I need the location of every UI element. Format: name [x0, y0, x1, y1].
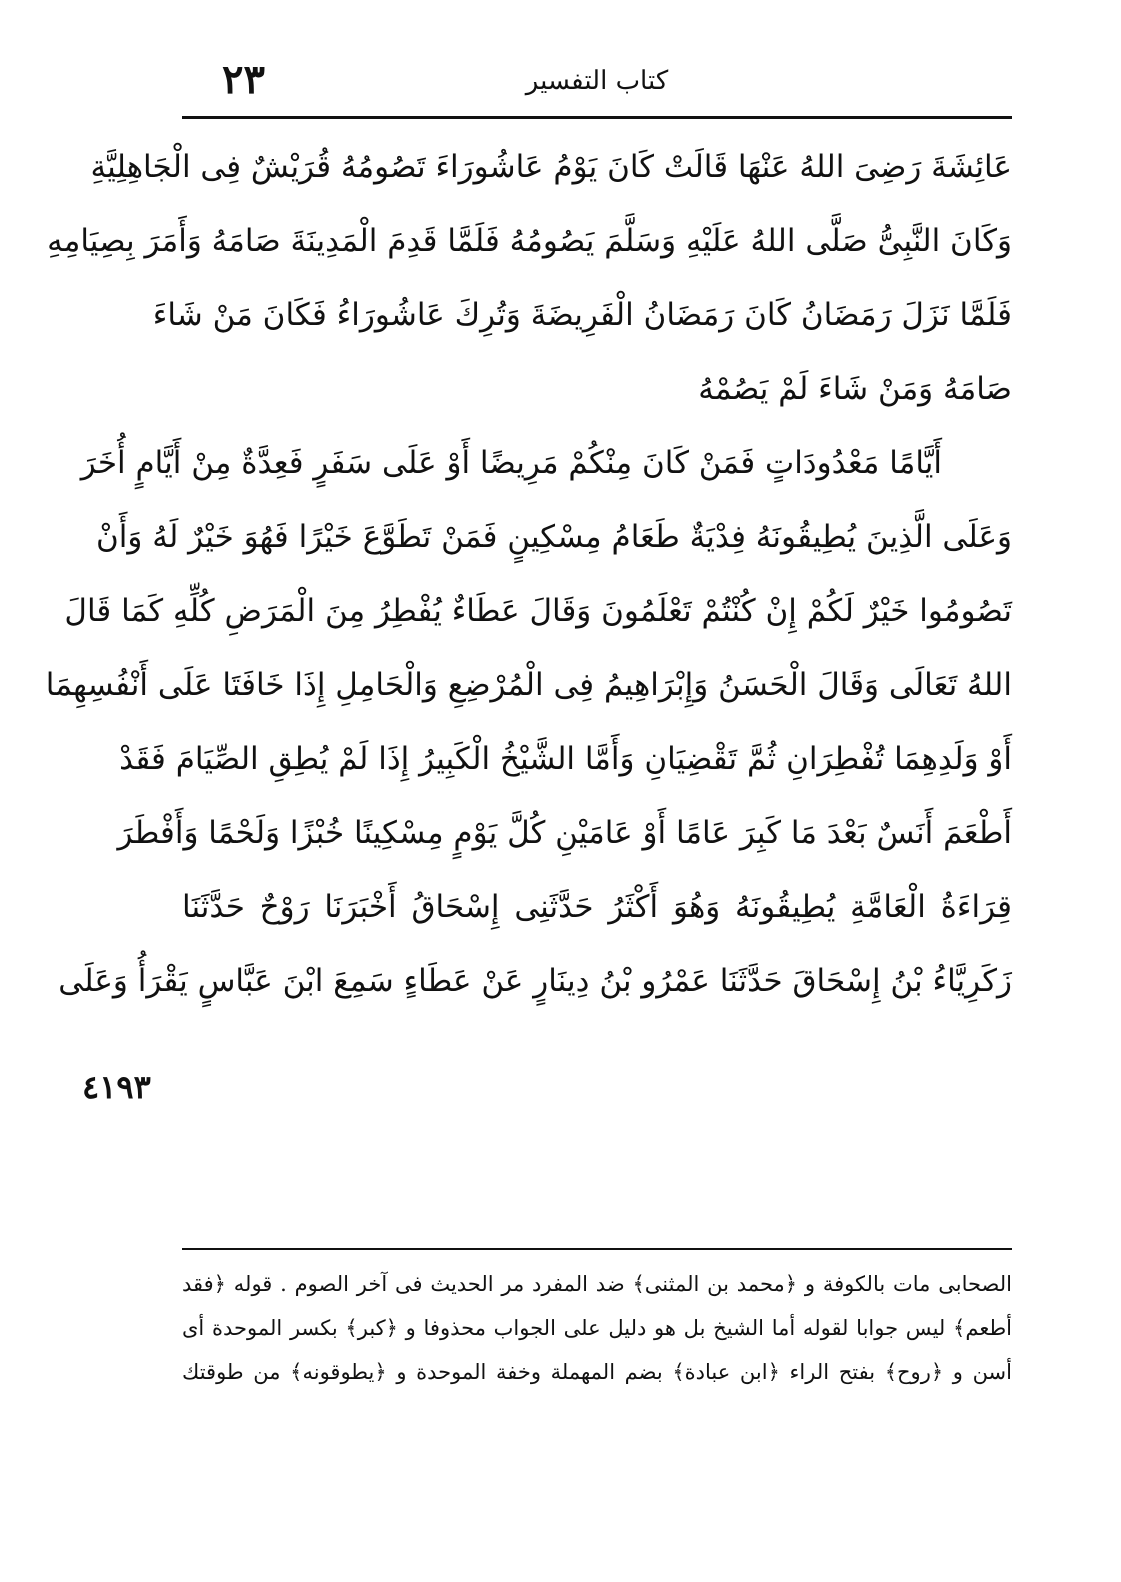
footnote-line: أسن و ﴿روح﴾ بفتح الراء ﴿ابن عبادة﴾ بضم المهملة وخفة الموحدة و ﴿يطوقونه﴾ من طوقتك [182, 1360, 1012, 1384]
text-line: تَصُومُوا خَيْرٌ لَكُمْ إِنْ كُنْتُمْ تَعْلَمُونَ وَقَالَ عَطَاءٌ يُفْطِرُ مِنَ الْمَرَضِ كُلِّهِ كَمَا قَالَ [64, 593, 1012, 629]
text-line: قِرَاءَةُ الْعَامَّةِ يُطِيقُونَهُ وَهُوَ أَكْثَرُ حَدَّثَنِى إِسْحَاقُ أَخْبَرَنَا رَوْحٌ حَدَّثَنَا [182, 889, 1012, 925]
text-line: أَوْ وَلَدِهِمَا تُفْطِرَانِ ثُمَّ تَقْضِيَانِ وَأَمَّا الشَّيْخُ الْكَبِيرُ إِذَا لَمْ يُطِقِ الصِّيَامَ فَقَدْ [119, 741, 1012, 777]
text-line: وَعَلَى الَّذِينَ يُطِيقُونَهُ فِدْيَةٌ طَعَامُ مِسْكِينٍ فَمَنْ تَطَوَّعَ خَيْرًا فَهُوَ خَيْرٌ لَهُ وَأَنْ [96, 519, 1012, 555]
text-line: أَطْعَمَ أَنَسٌ بَعْدَ مَا كَبِرَ عَامًا أَوْ عَامَيْنِ كُلَّ يَوْمٍ مِسْكِينًا خُبْزًا وَلَحْمًا وَأَفْطَرَ [117, 815, 1012, 851]
running-title: كتاب التفسير [525, 66, 669, 96]
footnote-line: الصحابى مات بالكوفة و ﴿محمد بن المثنى﴾ ضد المفرد مر الحديث فى آخر الصوم . قوله ﴿فقد [182, 1272, 1012, 1296]
text-line: اللهُ تَعَالَى وَقَالَ الْحَسَنُ وَإِبْرَاهِيمُ فِى الْمُرْضِعِ وَالْحَامِلِ إِذَا خَافَتَا عَلَى أَنْفُسِهِمَا [45, 667, 1012, 703]
text-line: أَيَّامًا مَعْدُودَاتٍ فَمَنْ كَانَ مِنْكُمْ مَرِيضًا أَوْ عَلَى سَفَرٍ فَعِدَّةٌ مِنْ أَيَّامٍ أُخَرَ [80, 445, 942, 481]
hadith-number: ٤١٩٣ [82, 1068, 151, 1106]
page-number: ٢٣ [222, 56, 265, 103]
text-line: فَلَمَّا نَزَلَ رَمَضَانُ كَانَ رَمَضَانُ الْفَرِيضَةَ وَتُرِكَ عَاشُورَاءُ فَكَانَ مَنْ شَاءَ [152, 297, 1012, 333]
text-line: عَائِشَةَ رَضِىَ اللهُ عَنْهَا قَالَتْ كَانَ يَوْمُ عَاشُورَاءَ تَصُومُهُ قُرَيْشٌ فِى الْجَاهِلِيَّةِ [90, 149, 1012, 185]
text-line: وَكَانَ النَّبِىُّ صَلَّى اللهُ عَلَيْهِ وَسَلَّمَ يَصُومُهُ فَلَمَّا قَدِمَ الْمَدِينَةَ صَامَهُ وَأَمَرَ بِصِيَامِهِ [47, 223, 1012, 259]
footnotes-block [182, 1262, 1012, 1394]
footnote-rule [182, 1248, 1012, 1250]
text-line: صَامَهُ وَمَنْ شَاءَ لَمْ يَصُمْهُ [698, 371, 1012, 407]
main-text-block [45, 130, 1012, 1018]
page-header [182, 56, 1012, 112]
text-line: زَكَرِيَّاءُ بْنُ إِسْحَاقَ حَدَّثَنَا عَمْرُو بْنُ دِينَارٍ عَنْ عَطَاءٍ سَمِعَ ابْنَ عَبَّاسٍ يَقْرَأُ وَعَلَى [58, 963, 1012, 999]
header-rule [182, 116, 1012, 119]
footnote-line: أطعم﴾ ليس جوابا لقوله أما الشيخ بل هو دليل على الجواب محذوفا و ﴿كبر﴾ بكسر الموحدة أى [182, 1316, 1012, 1340]
